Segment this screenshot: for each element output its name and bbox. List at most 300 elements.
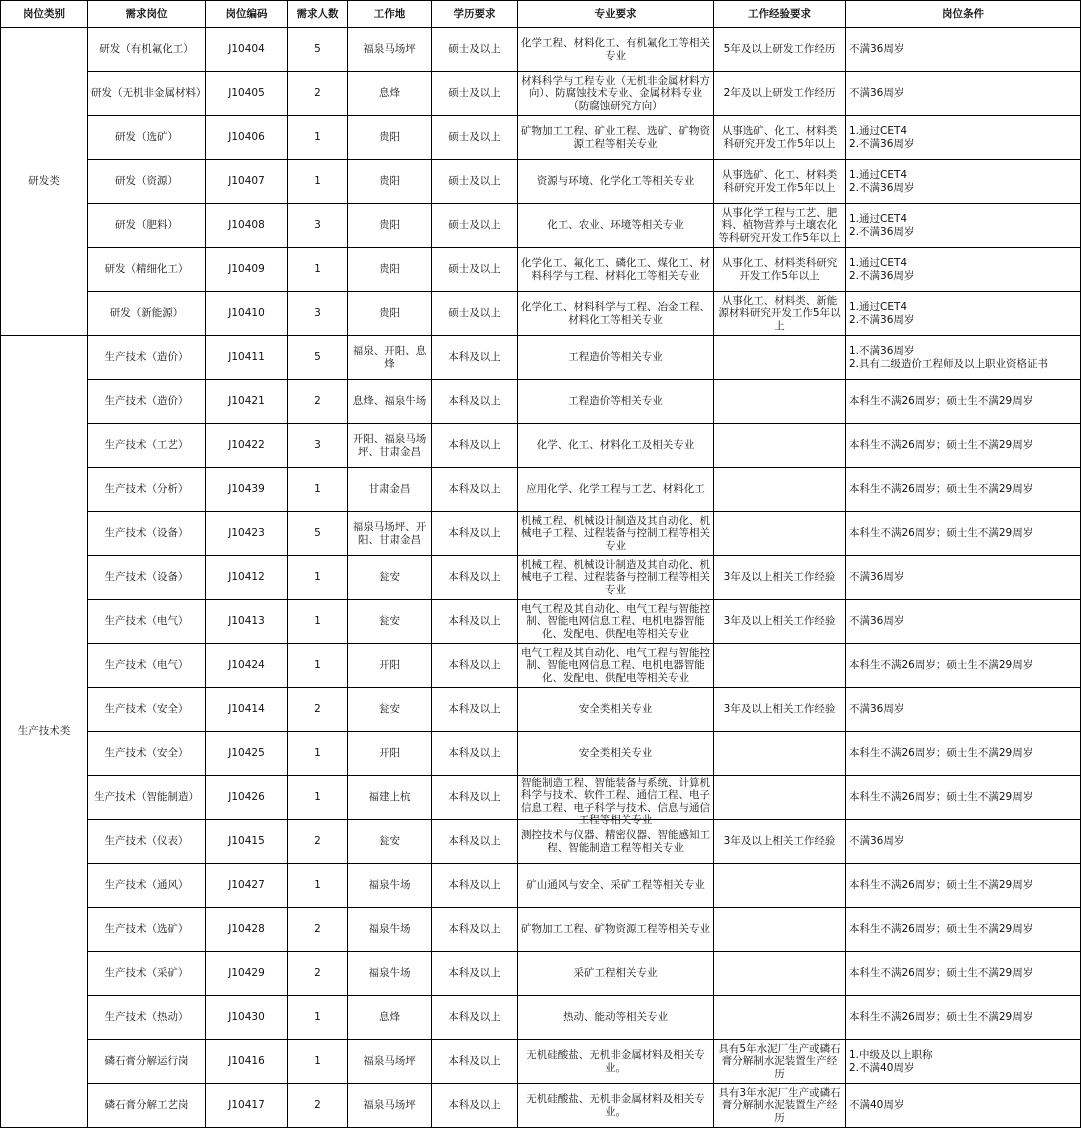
education-cell-text: 硕士及以上: [448, 43, 501, 56]
count-cell: [288, 864, 348, 908]
code-cell: [206, 996, 288, 1040]
code-cell-text: J10426: [228, 791, 265, 804]
count-cell-text: 1: [314, 175, 321, 188]
experience-cell-text: 3年及以上相关工作经验: [723, 615, 836, 628]
post-cell: [88, 776, 206, 820]
major-cell: [518, 380, 714, 424]
location-cell-text: 福泉马场坪、开阳、甘肃金昌: [352, 521, 427, 546]
table-row: [1, 820, 1081, 864]
location-cell: [348, 512, 432, 556]
count-cell-text: 2: [314, 923, 321, 936]
major-cell-text: 机械工程、机械设计制造及其自动化、机械电子工程、过程装备与控制工程等相关专业: [521, 558, 710, 596]
major-cell-text: 测控技术与仪器、精密仪器、智能感知工程、智能制造工程等相关专业: [521, 829, 710, 854]
count-cell-text: 3: [314, 307, 321, 320]
experience-cell: [714, 204, 846, 248]
conditions-cell: [846, 556, 1081, 600]
location-cell: [348, 556, 432, 600]
education-cell-text: 本科及以上: [448, 395, 501, 408]
experience-cell-text: 具有3年水泥厂生产或磷石膏分解制水泥装置生产经历: [718, 1086, 841, 1124]
location-cell-text: 息烽、福泉牛场: [352, 395, 427, 408]
header-row: [1, 1, 1081, 28]
header-major: 专业要求: [518, 1, 714, 28]
conditions-cell: [846, 336, 1081, 380]
education-cell: [432, 556, 518, 600]
conditions-cell: [846, 952, 1081, 996]
post-cell: [88, 424, 206, 468]
conditions-cell: [846, 160, 1081, 204]
major-cell-text: 安全类相关专业: [578, 747, 653, 760]
count-cell-text: 2: [314, 395, 321, 408]
experience-cell: [714, 820, 846, 864]
experience-cell: [714, 732, 846, 776]
major-cell-text: 热动、能动等相关专业: [563, 1011, 668, 1024]
count-cell: [288, 512, 348, 556]
education-cell: [432, 644, 518, 688]
experience-cell-text: 从事选矿、化工、材料类科研究开发工作5年以上: [721, 125, 838, 150]
conditions-cell: [846, 776, 1081, 820]
location-cell-text: 瓮安: [379, 835, 400, 848]
location-cell-text: 瓮安: [379, 703, 400, 716]
post-cell: [88, 204, 206, 248]
education-cell: [432, 776, 518, 820]
count-cell: [288, 556, 348, 600]
post-cell: [88, 380, 206, 424]
major-cell: [518, 72, 714, 116]
condition-line: 本科生不满26周岁；硕士生不满29周岁: [849, 395, 1034, 408]
location-cell-text: 开阳、福泉马场坪、甘肃金昌: [352, 433, 427, 458]
conditions-cell: [846, 204, 1081, 248]
code-cell: [206, 72, 288, 116]
post-cell-text: 生产技术（安全）: [104, 747, 189, 760]
major-cell: [518, 908, 714, 952]
location-cell-text: 开阳: [379, 659, 400, 672]
education-cell-text: 硕士及以上: [448, 87, 501, 100]
post-cell: [88, 908, 206, 952]
location-cell-text: 贵阳: [379, 131, 400, 144]
count-cell: [288, 908, 348, 952]
location-cell: [348, 820, 432, 864]
code-cell: [206, 600, 288, 644]
location-cell: [348, 292, 432, 336]
education-cell-text: 本科及以上: [448, 439, 501, 452]
header-post: 需求岗位: [88, 1, 206, 28]
major-cell-text: 安全类相关专业: [578, 703, 653, 716]
major-cell: [518, 732, 714, 776]
experience-cell-text: 3年及以上相关工作经验: [723, 703, 836, 716]
location-cell: [348, 380, 432, 424]
post-cell: [88, 820, 206, 864]
experience-cell: [714, 644, 846, 688]
count-cell: [288, 468, 348, 512]
major-cell: [518, 644, 714, 688]
education-cell-text: 本科及以上: [448, 351, 501, 364]
education-cell: [432, 1040, 518, 1084]
count-cell: [288, 996, 348, 1040]
location-cell-text: 福泉马场坪: [363, 1099, 416, 1112]
count-cell: [288, 424, 348, 468]
condition-line: 2.不满36周岁: [849, 181, 915, 194]
experience-cell-text: 从事化工、材料类、新能源材料研究开发工作5年以上: [718, 294, 841, 332]
table-row: [1, 380, 1081, 424]
experience-cell: [714, 468, 846, 512]
table-row: [1, 952, 1081, 996]
count-cell-text: 5: [314, 43, 321, 56]
major-cell: [518, 424, 714, 468]
post-cell: [88, 864, 206, 908]
header-conditions: 岗位条件: [846, 1, 1081, 28]
code-cell: [206, 336, 288, 380]
code-cell: [206, 688, 288, 732]
code-cell-text: J10408: [228, 219, 265, 232]
location-cell-text: 甘肃金昌: [368, 483, 411, 496]
count-cell-text: 3: [314, 219, 321, 232]
major-cell-text: 电气工程及其自动化、电气工程与智能控制、智能电网信息工程、电机电器智能化、发配电、供配电等相关专业: [521, 646, 710, 684]
condition-line: 本科生不满26周岁；硕士生不满29周岁: [849, 659, 1034, 672]
major-cell-text: 资源与环境、化学化工等相关专业: [536, 175, 695, 188]
education-cell: [432, 512, 518, 556]
major-cell: [518, 952, 714, 996]
count-cell-text: 1: [314, 659, 321, 672]
major-cell: [518, 28, 714, 72]
education-cell-text: 本科及以上: [448, 1055, 501, 1068]
major-cell: [518, 556, 714, 600]
major-cell-text: 矿物加工工程、矿物资源工程等相关专业: [521, 923, 710, 936]
post-cell-text: 研发（资源）: [115, 175, 178, 188]
condition-line: 本科生不满26周岁；硕士生不满29周岁: [849, 483, 1034, 496]
code-cell-text: J10425: [228, 747, 265, 760]
major-cell-text: 采矿工程相关专业: [573, 967, 658, 980]
education-cell: [432, 116, 518, 160]
education-cell-text: 硕士及以上: [448, 175, 501, 188]
code-cell-text: J10424: [228, 659, 265, 672]
condition-line: 1.通过CET4: [849, 169, 908, 181]
code-cell-text: J10405: [228, 87, 265, 100]
experience-cell: [714, 336, 846, 380]
education-cell: [432, 820, 518, 864]
count-cell: [288, 248, 348, 292]
location-cell-text: 贵阳: [379, 263, 400, 276]
code-cell-text: J10427: [228, 879, 265, 892]
condition-line: 本科生不满26周岁；硕士生不满29周岁: [849, 923, 1034, 936]
experience-cell-text: 从事选矿、化工、材料类科研究开发工作5年以上: [721, 169, 838, 194]
condition-line: 本科生不满26周岁；硕士生不满29周岁: [849, 747, 1034, 760]
condition-line: 不满36周岁: [849, 87, 905, 100]
condition-line: 1.中级及以上职称: [849, 1049, 933, 1061]
major-cell-text: 应用化学、化学工程与工艺、材料化工: [526, 483, 705, 496]
major-cell-text: 智能制造工程、智能装备与系统、计算机科学与技术、软件工程、通信工程、电子信息工程、电子科学与技术、信息与通信工程等相关专业: [521, 776, 710, 826]
major-cell: [518, 204, 714, 248]
count-cell-text: 1: [314, 263, 321, 276]
count-cell: [288, 204, 348, 248]
location-cell-text: 福泉马场坪: [363, 43, 416, 56]
table-row: [1, 28, 1081, 72]
education-cell-text: 本科及以上: [448, 835, 501, 848]
code-cell: [206, 204, 288, 248]
education-cell: [432, 600, 518, 644]
condition-line: 不满40周岁: [849, 1099, 905, 1112]
condition-line: 1.通过CET4: [849, 301, 908, 313]
code-cell: [206, 1040, 288, 1084]
code-cell-text: J10407: [228, 175, 265, 188]
code-cell-text: J10404: [228, 43, 265, 56]
condition-line: 不满36周岁: [849, 571, 905, 584]
education-cell-text: 硕士及以上: [448, 131, 501, 144]
post-cell-text: 生产技术（通风）: [104, 879, 189, 892]
count-cell: [288, 72, 348, 116]
education-cell: [432, 908, 518, 952]
post-cell: [88, 28, 206, 72]
code-cell-text: J10415: [228, 835, 265, 848]
experience-cell: [714, 1040, 846, 1084]
code-cell-text: J10410: [228, 307, 265, 320]
code-cell: [206, 512, 288, 556]
table-row: [1, 644, 1081, 688]
count-cell: [288, 28, 348, 72]
education-cell: [432, 160, 518, 204]
condition-line: 2.不满36周岁: [849, 313, 915, 326]
education-cell: [432, 732, 518, 776]
major-cell-text: 化工、农业、环境等相关专业: [547, 219, 684, 232]
major-cell: [518, 248, 714, 292]
condition-line: 本科生不满26周岁；硕士生不满29周岁: [849, 967, 1034, 980]
table-body: [1, 28, 1081, 1128]
major-cell-text: 工程造价等相关专业: [568, 351, 663, 364]
conditions-cell: [846, 820, 1081, 864]
code-cell: [206, 952, 288, 996]
header-code: 岗位编码: [206, 1, 288, 28]
table-row: [1, 864, 1081, 908]
post-cell: [88, 248, 206, 292]
table-row: [1, 732, 1081, 776]
location-cell-text: 福泉马场坪: [363, 1055, 416, 1068]
code-cell-text: J10439: [228, 483, 265, 496]
post-cell-text: 研发（无机非金属材料）: [91, 87, 207, 100]
post-cell-text: 生产技术（选矿）: [104, 923, 189, 936]
post-cell-text: 生产技术（设备）: [104, 571, 189, 584]
post-cell: [88, 1084, 206, 1128]
location-cell: [348, 864, 432, 908]
condition-line: 2.不满36周岁: [849, 269, 915, 282]
experience-cell: [714, 28, 846, 72]
condition-line: 本科生不满26周岁；硕士生不满29周岁: [849, 439, 1034, 452]
code-cell-text: J10423: [228, 527, 265, 540]
table-row: [1, 1040, 1081, 1084]
education-cell: [432, 72, 518, 116]
header-education: 学历要求: [432, 1, 518, 28]
location-cell-text: 福泉牛场: [368, 923, 411, 936]
conditions-cell: [846, 72, 1081, 116]
count-cell-text: 2: [314, 835, 321, 848]
code-cell-text: J10411: [228, 351, 265, 364]
header-count: 需求人数: [288, 1, 348, 28]
conditions-cell: [846, 380, 1081, 424]
location-cell: [348, 248, 432, 292]
location-cell-text: 福建上杭: [368, 791, 411, 804]
code-cell: [206, 380, 288, 424]
count-cell: [288, 380, 348, 424]
location-cell-text: 福泉、开阳、息烽: [352, 345, 427, 370]
major-cell: [518, 292, 714, 336]
post-cell: [88, 1040, 206, 1084]
table-row: [1, 204, 1081, 248]
post-cell: [88, 556, 206, 600]
header-category: 岗位类别: [1, 1, 88, 28]
education-cell-text: 硕士及以上: [448, 219, 501, 232]
major-cell: [518, 512, 714, 556]
major-cell-text: 无机硅酸盐、无机非金属材料及相关专业。: [526, 1093, 705, 1118]
conditions-cell: [846, 424, 1081, 468]
code-cell: [206, 864, 288, 908]
post-cell: [88, 72, 206, 116]
education-cell: [432, 28, 518, 72]
code-cell: [206, 468, 288, 512]
post-cell-text: 研发（选矿）: [115, 131, 178, 144]
experience-cell-text: 具有5年水泥厂生产或磷石膏分解制水泥装置生产经历: [718, 1042, 841, 1080]
conditions-cell: [846, 688, 1081, 732]
post-cell-text: 生产技术（造价）: [104, 395, 189, 408]
count-cell: [288, 776, 348, 820]
table-row: [1, 72, 1081, 116]
condition-line: 1.通过CET4: [849, 213, 908, 225]
major-cell-text: 化学、化工、材料化工及相关专业: [536, 439, 695, 452]
count-cell-text: 1: [314, 879, 321, 892]
location-cell: [348, 600, 432, 644]
count-cell-text: 2: [314, 967, 321, 980]
count-cell-text: 2: [314, 703, 321, 716]
location-cell-text: 福泉牛场: [368, 967, 411, 980]
condition-line: 本科生不满26周岁；硕士生不满29周岁: [849, 527, 1034, 540]
education-cell: [432, 688, 518, 732]
location-cell: [348, 204, 432, 248]
location-cell: [348, 996, 432, 1040]
education-cell-text: 本科及以上: [448, 747, 501, 760]
condition-line: 2.不满36周岁: [849, 137, 915, 150]
location-cell-text: 开阳: [379, 747, 400, 760]
experience-cell-text: 3年及以上相关工作经验: [723, 571, 836, 584]
table-row: [1, 160, 1081, 204]
education-cell: [432, 248, 518, 292]
count-cell: [288, 160, 348, 204]
post-cell: [88, 688, 206, 732]
count-cell-text: 1: [314, 131, 321, 144]
major-cell-text: 无机硅酸盐、无机非金属材料及相关专业。: [526, 1049, 705, 1074]
location-cell: [348, 116, 432, 160]
education-cell-text: 本科及以上: [448, 1011, 501, 1024]
experience-cell-text: 2年及以上研发工作经历: [723, 87, 836, 100]
count-cell-text: 5: [314, 527, 321, 540]
location-cell-text: 瓮安: [379, 571, 400, 584]
post-cell: [88, 644, 206, 688]
conditions-cell: [846, 248, 1081, 292]
condition-line: 1.通过CET4: [849, 257, 908, 269]
experience-cell-text: 5年及以上研发工作经历: [723, 43, 836, 56]
post-cell-text: 研发（肥料）: [115, 219, 178, 232]
education-cell: [432, 996, 518, 1040]
code-cell-text: J10421: [228, 395, 265, 408]
education-cell-text: 本科及以上: [448, 571, 501, 584]
conditions-cell: [846, 908, 1081, 952]
post-cell: [88, 468, 206, 512]
location-cell-text: 贵阳: [379, 307, 400, 320]
education-cell-text: 本科及以上: [448, 659, 501, 672]
conditions-cell: [846, 292, 1081, 336]
major-cell: [518, 600, 714, 644]
education-cell-text: 本科及以上: [448, 967, 501, 980]
location-cell: [348, 908, 432, 952]
condition-line: 本科生不满26周岁；硕士生不满29周岁: [849, 1011, 1034, 1024]
major-cell: [518, 1040, 714, 1084]
count-cell-text: 2: [314, 87, 321, 100]
conditions-cell: [846, 864, 1081, 908]
post-cell-text: 生产技术（设备）: [104, 527, 189, 540]
post-cell-text: 磷石膏分解运行岗: [104, 1055, 189, 1068]
experience-cell: [714, 380, 846, 424]
table-row: [1, 908, 1081, 952]
condition-line: 1.不满36周岁: [849, 345, 915, 357]
condition-line: 不满36周岁: [849, 835, 905, 848]
code-cell-text: J10413: [228, 615, 265, 628]
code-cell-text: J10414: [228, 703, 265, 716]
code-cell-text: J10412: [228, 571, 265, 584]
location-cell: [348, 952, 432, 996]
location-cell: [348, 28, 432, 72]
code-cell-text: J10409: [228, 263, 265, 276]
major-cell: [518, 116, 714, 160]
major-cell: [518, 1084, 714, 1128]
table-row: [1, 776, 1081, 820]
code-cell: [206, 644, 288, 688]
count-cell: [288, 732, 348, 776]
major-cell-text: 矿物加工工程、矿业工程、选矿、矿物资源工程等相关专业: [521, 125, 710, 150]
experience-cell: [714, 556, 846, 600]
post-cell-text: 生产技术（电气）: [104, 615, 189, 628]
education-cell-text: 硕士及以上: [448, 263, 501, 276]
post-cell-text: 生产技术（造价）: [104, 351, 189, 364]
location-cell: [348, 644, 432, 688]
education-cell: [432, 204, 518, 248]
major-cell: [518, 864, 714, 908]
condition-line: 2.不满40周岁: [849, 1061, 915, 1074]
code-cell: [206, 908, 288, 952]
experience-cell-text: 3年及以上相关工作经验: [723, 835, 836, 848]
education-cell-text: 本科及以上: [448, 791, 501, 804]
post-cell-text: 磷石膏分解工艺岗: [104, 1099, 189, 1112]
condition-line: 本科生不满26周岁；硕士生不满29周岁: [849, 879, 1034, 892]
major-cell: [518, 688, 714, 732]
code-cell: [206, 776, 288, 820]
code-cell: [206, 116, 288, 160]
location-cell: [348, 160, 432, 204]
post-cell: [88, 160, 206, 204]
education-cell-text: 本科及以上: [448, 879, 501, 892]
experience-cell: [714, 512, 846, 556]
code-cell: [206, 28, 288, 72]
location-cell: [348, 424, 432, 468]
education-cell: [432, 424, 518, 468]
header-experience: 工作经验要求: [714, 1, 846, 28]
count-cell: [288, 336, 348, 380]
code-cell: [206, 424, 288, 468]
header-location: 工作地: [348, 1, 432, 28]
conditions-cell: [846, 468, 1081, 512]
table-row: [1, 556, 1081, 600]
location-cell-text: 贵阳: [379, 175, 400, 188]
major-cell-text: 化学化工、材料科学与工程、冶金工程、材料化工等相关专业: [521, 301, 710, 326]
category-cell: 生产技术类: [1, 336, 88, 1128]
code-cell-text: J10422: [228, 439, 265, 452]
table-row: [1, 1084, 1081, 1128]
conditions-cell: [846, 996, 1081, 1040]
